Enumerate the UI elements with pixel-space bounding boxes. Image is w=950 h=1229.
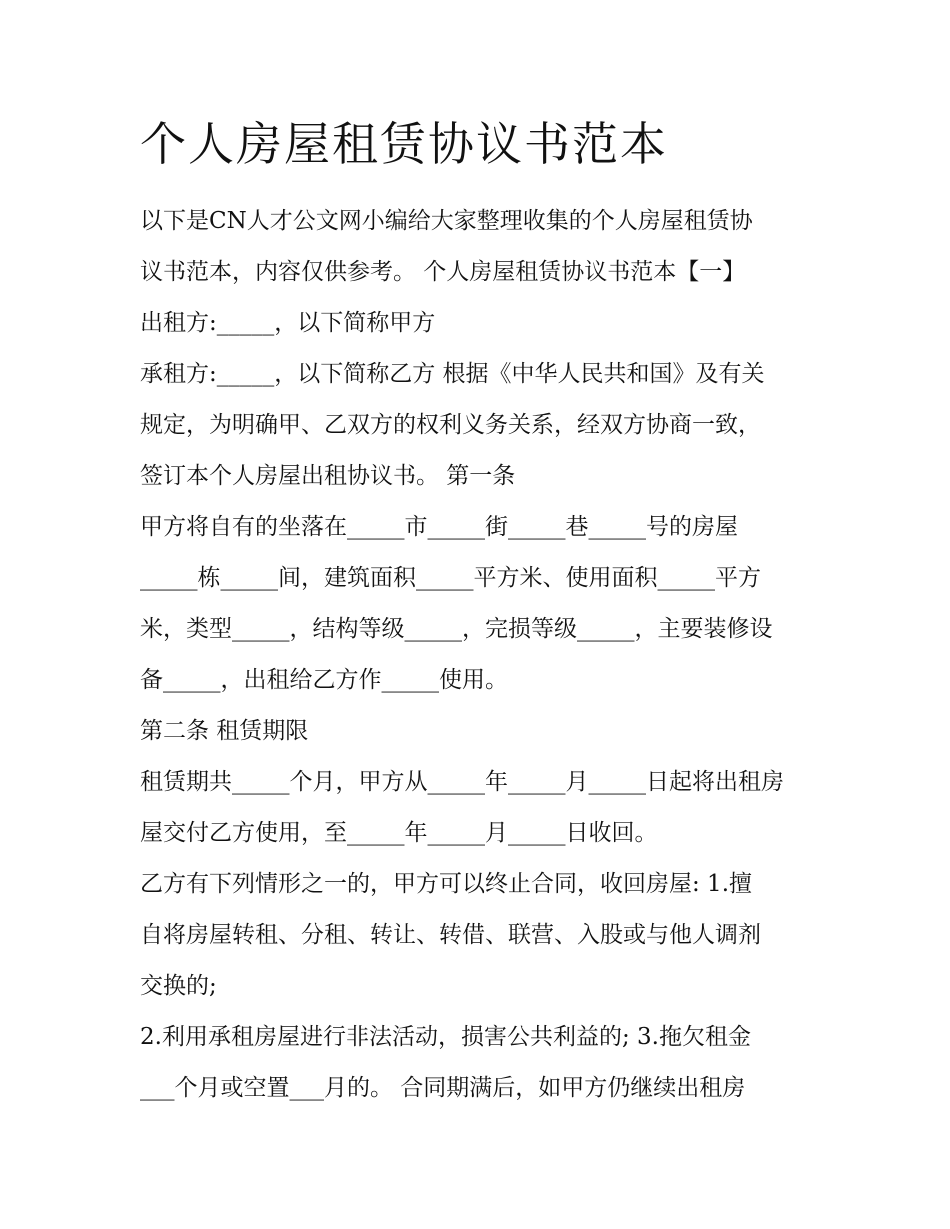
body-line-4: 承租方:_____，以下简称乙方 根据《中华人民共和国》及有关 [140, 361, 765, 387]
body-line-14: 乙方有下列情形之一的，甲方可以终止合同，收回房屋: 1.擅 [140, 871, 753, 897]
body-line-3: 出租方:_____，以下简称甲方 [140, 310, 436, 336]
body-line-15: 自将房屋转租、分租、转让、转借、联营、入股或与他人调剂 [140, 922, 761, 948]
body-line-2: 议书范本，内容仅供参考。 个人房屋租赁协议书范本【一】 [140, 259, 746, 285]
document-title: 个人房屋租赁协议书范本 [140, 117, 668, 171]
body-line-9: 米，类型_____，结构等级_____，完损等级_____，主要装修设 [140, 616, 773, 642]
body-line-18: ___个月或空置___月的。 合同期满后，如甲方仍继续出租房 [140, 1075, 746, 1101]
body-line-12: 租赁期共_____个月，甲方从_____年_____月_____日起将出租房 [140, 769, 784, 795]
body-line-17: 2.利用承租房屋进行非法活动，损害公共利益的; 3.拖欠租金 [140, 1024, 751, 1050]
body-line-1: 以下是CN人才公文网小编给大家整理收集的个人房屋租赁协 [140, 208, 753, 234]
body-line-6: 签订本个人房屋出租协议书。 第一条 [140, 463, 516, 489]
body-line-13: 屋交付乙方使用，至_____年_____月_____日收回。 [140, 820, 658, 846]
body-line-10: 备_____，出租给乙方作_____使用。 [140, 667, 508, 693]
body-line-8: _____栋_____间，建筑面积_____平方米、使用面积_____平方 [140, 565, 761, 591]
body-line-16: 交换的; [140, 973, 217, 999]
document-body [140, 196, 830, 1114]
body-line-7: 甲方将自有的坐落在_____市_____街_____巷_____号的房屋 [140, 514, 738, 540]
body-line-5: 规定，为明确甲、乙双方的权利义务关系，经双方协商一致， [140, 412, 761, 438]
body-line-11: 第二条 租赁期限 [140, 718, 309, 744]
